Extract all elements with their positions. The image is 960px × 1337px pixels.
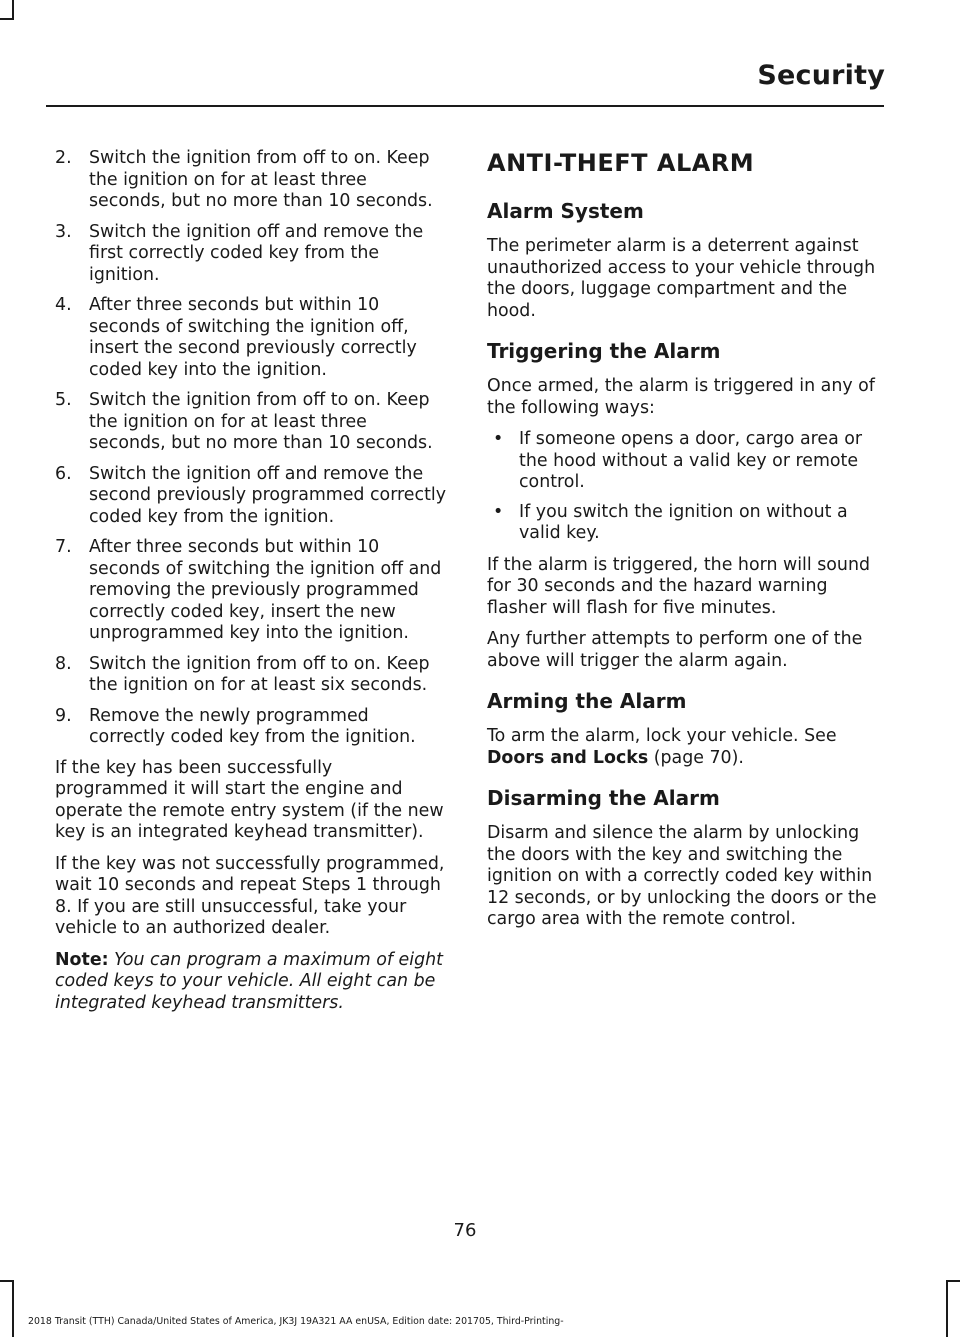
arming-text: To arm the alarm, lock your vehicle. See xyxy=(487,726,837,746)
list-item xyxy=(487,502,882,545)
header-divider xyxy=(46,105,884,107)
paragraph: Disarm and silence the alarm by unlocking the doors with the key and switching the ignition on with a correctly coded key within 12 seconds, or by unlocking the doors or the cargo area with the remote control. xyxy=(487,823,877,929)
heading-alarm-system: Alarm System xyxy=(487,199,644,223)
step-number: 2. xyxy=(55,148,72,168)
step-number: 5. xyxy=(55,390,72,410)
doors-and-locks-link[interactable]: Doors and Locks xyxy=(487,747,649,768)
crop-mark xyxy=(0,18,14,20)
note xyxy=(55,950,447,1015)
page-number: 76 xyxy=(453,1220,477,1241)
crop-mark xyxy=(12,1280,14,1337)
list-item xyxy=(55,222,447,287)
bullet-icon: • xyxy=(493,501,504,522)
footer-text: 2018 Transit (TTH) Canada/United States of America, JK3J 19A321 AA enUSA, Edition date: 201705, Third-Printing- xyxy=(28,1316,564,1327)
crop-mark xyxy=(0,1280,14,1282)
step-text: Switch the ignition from off to on. Keep the ignition on for at least three seconds, but no more than 10 seconds. xyxy=(89,148,433,211)
bullet-text: If someone opens a door, cargo area or the hood without a valid key or remote control. xyxy=(519,429,863,492)
step-text: Switch the ignition off and remove the first correctly coded key from the ignition. xyxy=(89,221,424,285)
page-title: Security xyxy=(757,60,885,91)
step-text: Switch the ignition from off to on. Keep the ignition on for at least three seconds, but no more than 10 seconds. xyxy=(89,390,433,453)
programming-steps xyxy=(55,148,447,749)
step-text: After three seconds but within 10 seconds of switching the ignition off and removing the previously programmed correctly coded key, insert the new unprogrammed key into the ignition. xyxy=(89,537,442,643)
heading-arming: Arming the Alarm xyxy=(487,689,687,713)
heading-disarming: Disarming the Alarm xyxy=(487,786,720,810)
list-item xyxy=(55,537,447,645)
section-title: ANTI-THEFT ALARM xyxy=(487,149,755,177)
list-item xyxy=(55,148,447,213)
step-number: 4. xyxy=(55,295,72,315)
step-number: 7. xyxy=(55,537,72,557)
note-text: You can program a maximum of eight coded keys to your vehicle. All eight can be integrated keyhead transmitters. xyxy=(55,949,443,1013)
step-number: 8. xyxy=(55,653,72,674)
paragraph-success: If the key has been successfully programmed it will start the engine and operate the remote entry system (if the new key is an integrated keyhead transmitter). xyxy=(55,757,444,842)
step-text: Switch the ignition from off to on. Keep the ignition on for at least six seconds. xyxy=(89,653,430,695)
paragraph: Once armed, the alarm is triggered in any of the following ways: xyxy=(487,376,875,418)
crop-mark xyxy=(946,1280,960,1282)
list-item xyxy=(487,429,882,494)
right-column xyxy=(487,148,882,941)
crop-mark xyxy=(946,1280,948,1337)
list-item xyxy=(55,295,447,381)
paragraph-fail: If the key was not successfully programmed, wait 10 seconds and repeat Steps 1 through 8. If you are still unsuccessful, take your vehicle to an authorized dealer. xyxy=(55,853,445,938)
note-label: Note: xyxy=(55,949,109,970)
step-number: 3. xyxy=(55,221,72,242)
list-item xyxy=(55,390,447,455)
heading-triggering: Triggering the Alarm xyxy=(487,339,721,363)
bullet-text: If you switch the ignition on without a valid key. xyxy=(519,501,848,543)
page-reference: (page 70). xyxy=(653,747,744,768)
step-number: 9. xyxy=(55,705,72,726)
step-number: 6. xyxy=(55,463,72,484)
left-column xyxy=(55,148,447,1024)
step-text: Switch the ignition off and remove the second previously programmed correctly coded key from the ignition. xyxy=(89,463,447,527)
list-item xyxy=(55,654,447,697)
paragraph: The perimeter alarm is a deterrent against unauthorized access to your vehicle through the doors, luggage compartment and the hood. xyxy=(487,236,876,321)
step-text: Remove the newly programmed correctly coded key from the ignition. xyxy=(89,705,416,747)
list-item xyxy=(55,464,447,529)
bullet-icon: • xyxy=(493,429,504,449)
paragraph: Any further attempts to perform one of the above will trigger the alarm again. xyxy=(487,629,863,671)
paragraph-arming xyxy=(487,726,882,769)
paragraph: If the alarm is triggered, the horn will sound for 30 seconds and the hazard warning flasher will flash for five minutes. xyxy=(487,554,871,618)
list-item xyxy=(55,706,447,749)
crop-mark xyxy=(12,0,14,20)
trigger-list xyxy=(487,429,882,545)
step-text: After three seconds but within 10 seconds of switching the ignition off, insert the second previously correctly coded key into the ignition. xyxy=(89,295,417,380)
